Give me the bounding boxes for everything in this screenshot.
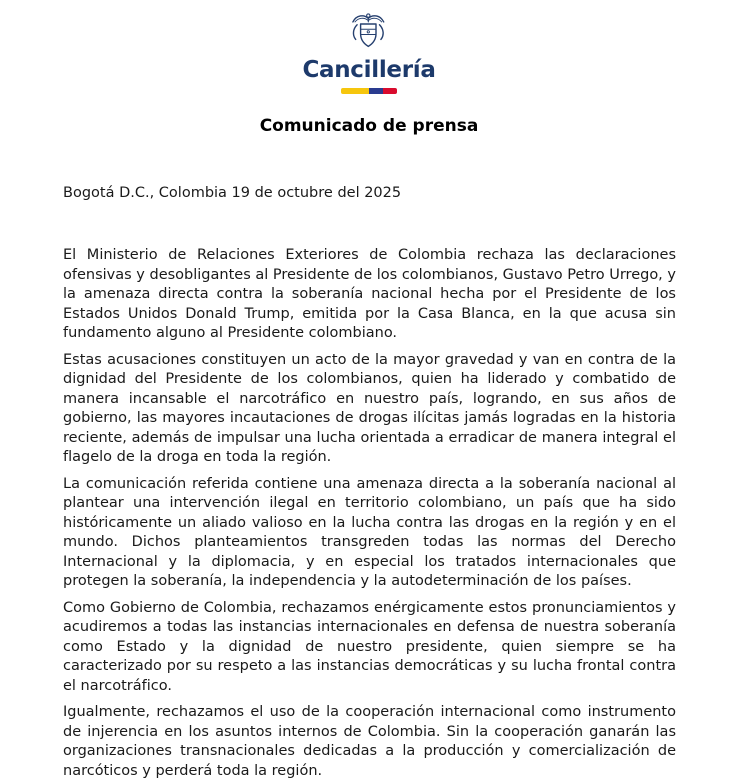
document-body [63, 246, 676, 779]
colombia-flag-bar [341, 88, 397, 94]
dateline: Bogotá D.C., Colombia 19 de octubre del 2025 [63, 185, 402, 201]
paragraph-5: Igualmente, rechazamos el uso de la cooperación internacional como instrumento de injerencia en los asuntos internos de Colombia. Sin la cooperación ganarán las organizaciones transnacionales dedicadas a la producción y comercialización de narcóticos y perderá toda la región. [63, 704, 676, 779]
colombia-coat-of-arms-icon [348, 10, 390, 52]
paragraph-4: Como Gobierno de Colombia, rechazamos enérgicamente estos pronunciamientos y acudiremos a todas las instancias internacionales en defensa de nuestra soberanía como Estado y la dignidad de nuestro presidente, quien siempre se ha caracterizado por su respeto a las instancias democráticas y su lucha frontal contra el narcotráfico. [63, 599, 676, 694]
document-title: Comunicado de prensa [259, 116, 479, 136]
cancilleria-wordmark: Cancillería [302, 57, 436, 83]
flag-yellow-stripe [341, 88, 369, 94]
paragraph-1: El Ministerio de Relaciones Exteriores de Colombia rechaza las declaraciones ofensivas y desobligantes al Presidente de los colombianos, Gustavo Petro Urrego, y la amenaza directa contra la soberanía nacional hecha por el Presidente de los Estados Unidos Donald Trump, emitida por la Casa Blanca, en la que acusa sin fundamento alguno al Presidente colombiano. [63, 247, 676, 341]
paragraph-3: La comunicación referida contiene una amenaza directa a la soberanía nacional al plantear una intervención ilegal en territorio colombiano, un país que ha sido históricamente un aliado valioso en la lucha contra las drogas en la región y en el mundo. Dichos planteamientos transgreden todas las normas del Derecho Internacional y la diplomacia, y en especial los tratados internacionales que protegen la soberanía, la independencia y la autodeterminación de los países. [63, 475, 676, 589]
paragraph-2: Estas acusaciones constituyen un acto de la mayor gravedad y van en contra de la dignidad del Presidente de los colombianos, quien ha liderado y combatido de manera incansable el narcotráfico en nuestro país, logrando, en sus años de gobierno, las mayores incautaciones de drogas ilícitas jamás logradas en la historia reciente, además de impulsar una lucha orientada a erradicar de manera integral el flagelo de la droga en toda la región. [63, 351, 676, 465]
cancilleria-header [0, 0, 738, 94]
flag-blue-stripe [369, 88, 383, 94]
flag-red-stripe [383, 88, 397, 94]
